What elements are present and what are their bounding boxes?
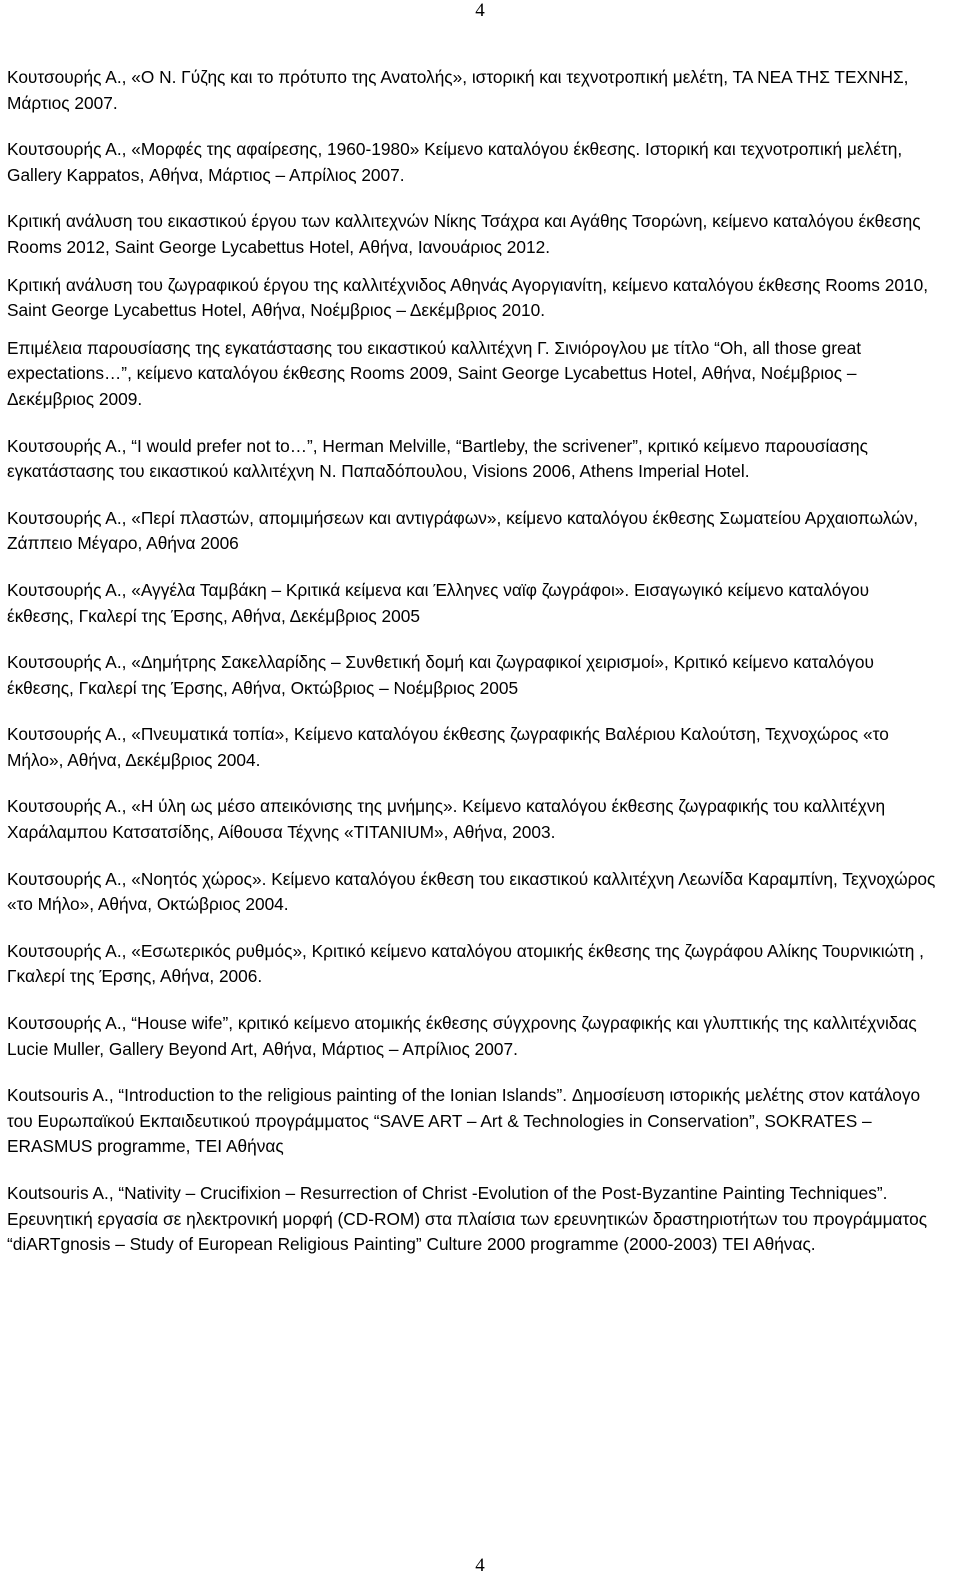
bibliography-entry: Koutsouris A., “Introduction to the religious painting of the Ionian Islands”. Δημοσίευση ιστορικής μελέτης στον κατάλογο του Ευρωπαϊκού Εκπαιδευτικού προγράμματος “SAVE ART – Art & Technologies in Conservation”, SOKRATES – ERASMUS programme, ΤΕΙ Αθήνας xyxy=(7,1085,921,1157)
bibliography-entry: Κουτσουρής Α., «Περί πλαστών, απομιμήσεων και αντιγράφων», κείμενο καταλόγου έκθεσης Σωματείου Αρχαιοπωλών, Ζάππειο Μέγαρο, Αθήνα 2006 xyxy=(7,507,919,554)
bibliography-entry: Κριτική ανάλυση του εικαστικού έργου των καλλιτεχνών Νίκης Τσάχρα και Αγάθης Τσορώνη, κείμενο καταλόγου έκθεσης Rooms 2012, Saint George Lycabettus Hotel, Αθήνα, Ιανουάριος 2012. xyxy=(7,211,921,257)
bibliography-entry: Κουτσουρής Α., «Δημήτρης Σακελλαρίδης – Συνθετική δομή και ζωγραφικοί χειρισμοί», Κριτικό κείμενο καταλόγου έκθεσης, Γκαλερί της Έρσης, Αθήνα, Οκτώβριος – Νοέμβριος 2005 xyxy=(7,652,874,698)
bibliography-entry: Επιμέλεια παρουσίασης της εγκατάστασης του εικαστικού καλλιτέχνη Γ. Σινιόρογλου με τίτλο “Oh, all those great expectations…”, κείμενο καταλόγου έκθεσης Rooms 2009, Saint George Lycabettus Hotel, Αθήνα, Νοέμβριος – Δεκέμβριος 2009. xyxy=(7,337,862,409)
bibliography-entry: Κουτσουρής Α., «Νοητός χώρος». Κείμενο καταλόγου έκθεση του εικαστικού καλλιτέχνη Λεωνίδα Καραμπίνη, Τεχνοχώρος «το Μήλο», Αθήνα, Οκτώβριος 2004. xyxy=(7,868,936,915)
bibliography-entry: Κριτική ανάλυση του ζωγραφικού έργου της καλλιτέχνιδος Αθηνάς Αγοργιανίτη, κείμενο καταλόγου έκθεσης Rooms 2010, Saint George Lycabettus Hotel, Αθήνα, Νοέμβριος – Δεκέμβριος 2010. xyxy=(7,274,928,321)
bibliography-entry: Κουτσουρής Α., «Αγγέλα Ταμβάκη – Κριτικά κείμενα και Έλληνες ναϊφ ζωγράφοι». Εισαγωγικό κείμενο καταλόγου έκθεσης, Γκαλερί της Έρσης, Αθήνα, Δεκέμβριος 2005 xyxy=(7,579,870,626)
page-number-bottom: 4 xyxy=(475,1555,485,1576)
bibliography-entry: Koutsouris A., “Nativity – Crucifixion – Resurrection of Christ -Evolution of the Post-Byzantine Painting Techniques”. Ερευνητική εργασία σε ηλεκτρονική μορφή (CD-ROM) στα πλαίσια των ερευνητικών δραστηριοτήτων του προγράμματος “diARTgnosis – Study of European Religious Painting” Culture 2000 programme (2000-2003) ΤΕΙ Αθήνας. xyxy=(7,1183,928,1255)
bibliography-entry: Κουτσουρής Α., “I would prefer not to…”, Herman Melville, “Bartleby, the scrivener”, κριτικό κείμενο παρουσίασης εγκατάστασης του εικαστικού καλλιτέχνη Ν. Παπαδόπουλου, Visions 2006, Athens Imperial Hotel. xyxy=(7,435,868,482)
bibliography-entry: Κουτσουρής Α., «Η ύλη ως μέσο απεικόνισης της μνήμης». Κείμενο καταλόγου έκθεσης ζωγραφικής του καλλιτέχνη Χαράλαμπου Κατσατσίδης, Αίθουσα Τέχνης «TITANIUM», Αθήνα, 2003. xyxy=(7,796,886,843)
bibliography-entry: Κουτσουρής Α., “House wife”, κριτικό κείμενο ατομικής έκθεσης σύγχρονης ζωγραφικής και γλυπτικής της καλλιτέχνιδας Lucie Muller, Gallery Beyond Art, Αθήνα, Μάρτιος – Απρίλιος 2007. xyxy=(7,1013,917,1059)
bibliography-entry: Κουτσουρής Α., «Μορφές της αφαίρεσης, 1960-1980» Κείμενο καταλόγου έκθεσης. Ιστορική και τεχνοτροπική μελέτη, Gallery Kappatos, Αθήνα, Μάρτιος – Απρίλιος 2007. xyxy=(7,139,903,185)
bibliography-entry: Κουτσουρής Α., «Ο Ν. Γύζης και το πρότυπο της Ανατολής», ιστορική και τεχνοτροπική μελέτη, ΤΑ ΝΕΑ ΤΗΣ ΤΕΧΝΗΣ, Μάρτιος 2007. xyxy=(7,67,909,113)
page-number-top: 4 xyxy=(475,0,485,21)
bibliography-list xyxy=(7,65,937,1279)
bibliography-entry: Κουτσουρής Α., «Εσωτερικός ρυθμός», Κριτικό κείμενο καταλόγου ατομικής έκθεσης της ζωγράφου Αλίκης Τουρνικιώτη , Γκαλερί της Έρσης, Αθήνα, 2006. xyxy=(7,940,924,987)
bibliography-entry: Κουτσουρής Α., «Πνευματικά τοπία», Κείμενο καταλόγου έκθεσης ζωγραφικής Βαλέριου Καλούτση, Τεχνοχώρος «το Μήλο», Αθήνα, Δεκέμβριος 2004. xyxy=(7,724,889,770)
